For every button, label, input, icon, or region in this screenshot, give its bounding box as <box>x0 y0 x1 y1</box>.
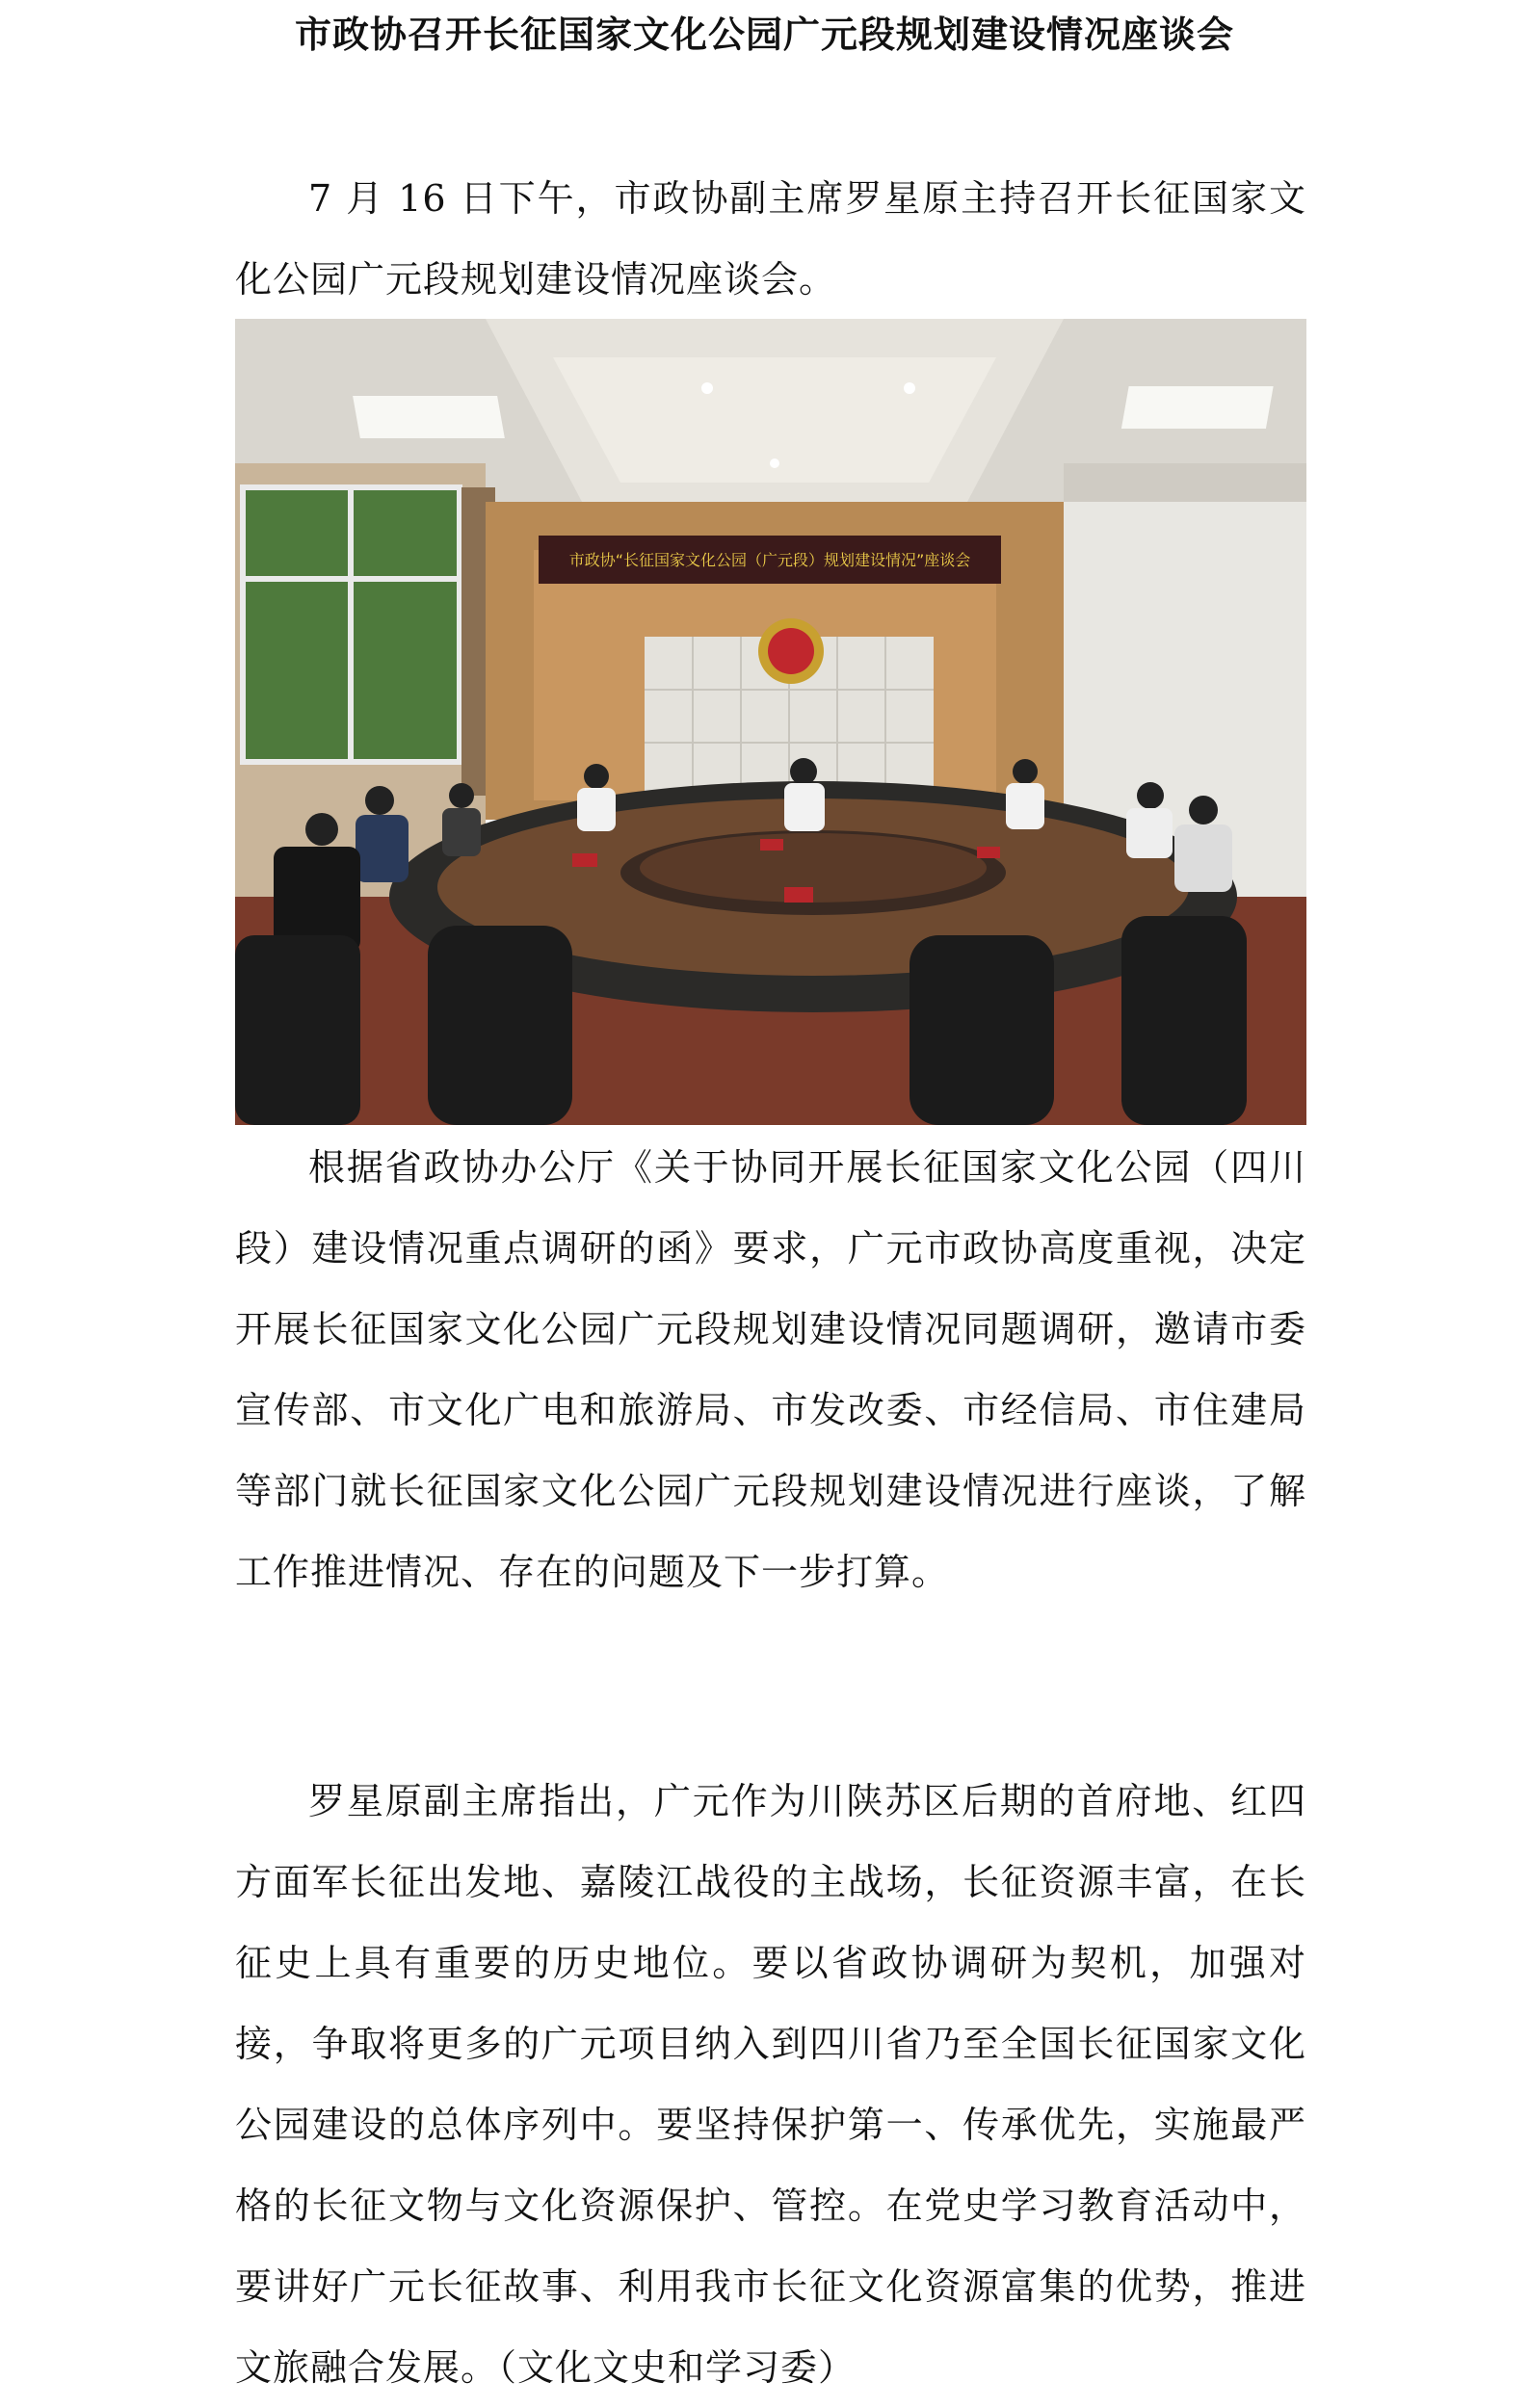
meeting-photo-illustration <box>235 319 1306 1125</box>
paragraph-1-block <box>235 158 1306 320</box>
banner-label: 市政协“长征国家文化公园（广元段）规划建设情况”座谈会 <box>568 551 971 569</box>
paragraph-1: 7 月 16 日下午，市政协副主席罗星原主持召开长征国家文化公园广元段规划建设情况座谈会。 <box>235 177 1306 301</box>
paragraph-2-block <box>235 1127 1306 1612</box>
meeting-photo <box>235 319 1306 1125</box>
article-title: 市政协召开长征国家文化公园广元段规划建设情况座谈会 <box>294 13 1234 56</box>
paragraph-3-block <box>235 1761 1306 2408</box>
paragraph-3: 罗星原副主席指出，广元作为川陕苏区后期的首府地、红四方面军长征出发地、嘉陵江战役的主战场，长征资源丰富，在长征史上具有重要的历史地位。要以省政协调研为契机，加强对接，争取将更多的广元项目纳入到四川省乃至全国长征国家文化公园建设的总体序列中。要坚持保护第一、传承优先，实施最严格的长征文物与文化资源保护、管控。在党史学习教育活动中，要讲好广元长征故事、利用我市长征文化资源富集的优势，推进文旅融合发展。（文化文史和学习委） <box>235 1780 1306 2389</box>
paragraph-2: 根据省政协办公厅《关于协同开展长征国家文化公园（四川段）建设情况重点调研的函》要求，广元市政协高度重视，决定开展长征国家文化公园广元段规划建设情况同题调研，邀请市委宣传部、市文化广电和旅游局、市发改委、市经信局、市住建局等部门就长征国家文化公园广元段规划建设情况进行座谈，了解工作推进情况、存在的问题及下一步打算。 <box>235 1146 1306 1593</box>
